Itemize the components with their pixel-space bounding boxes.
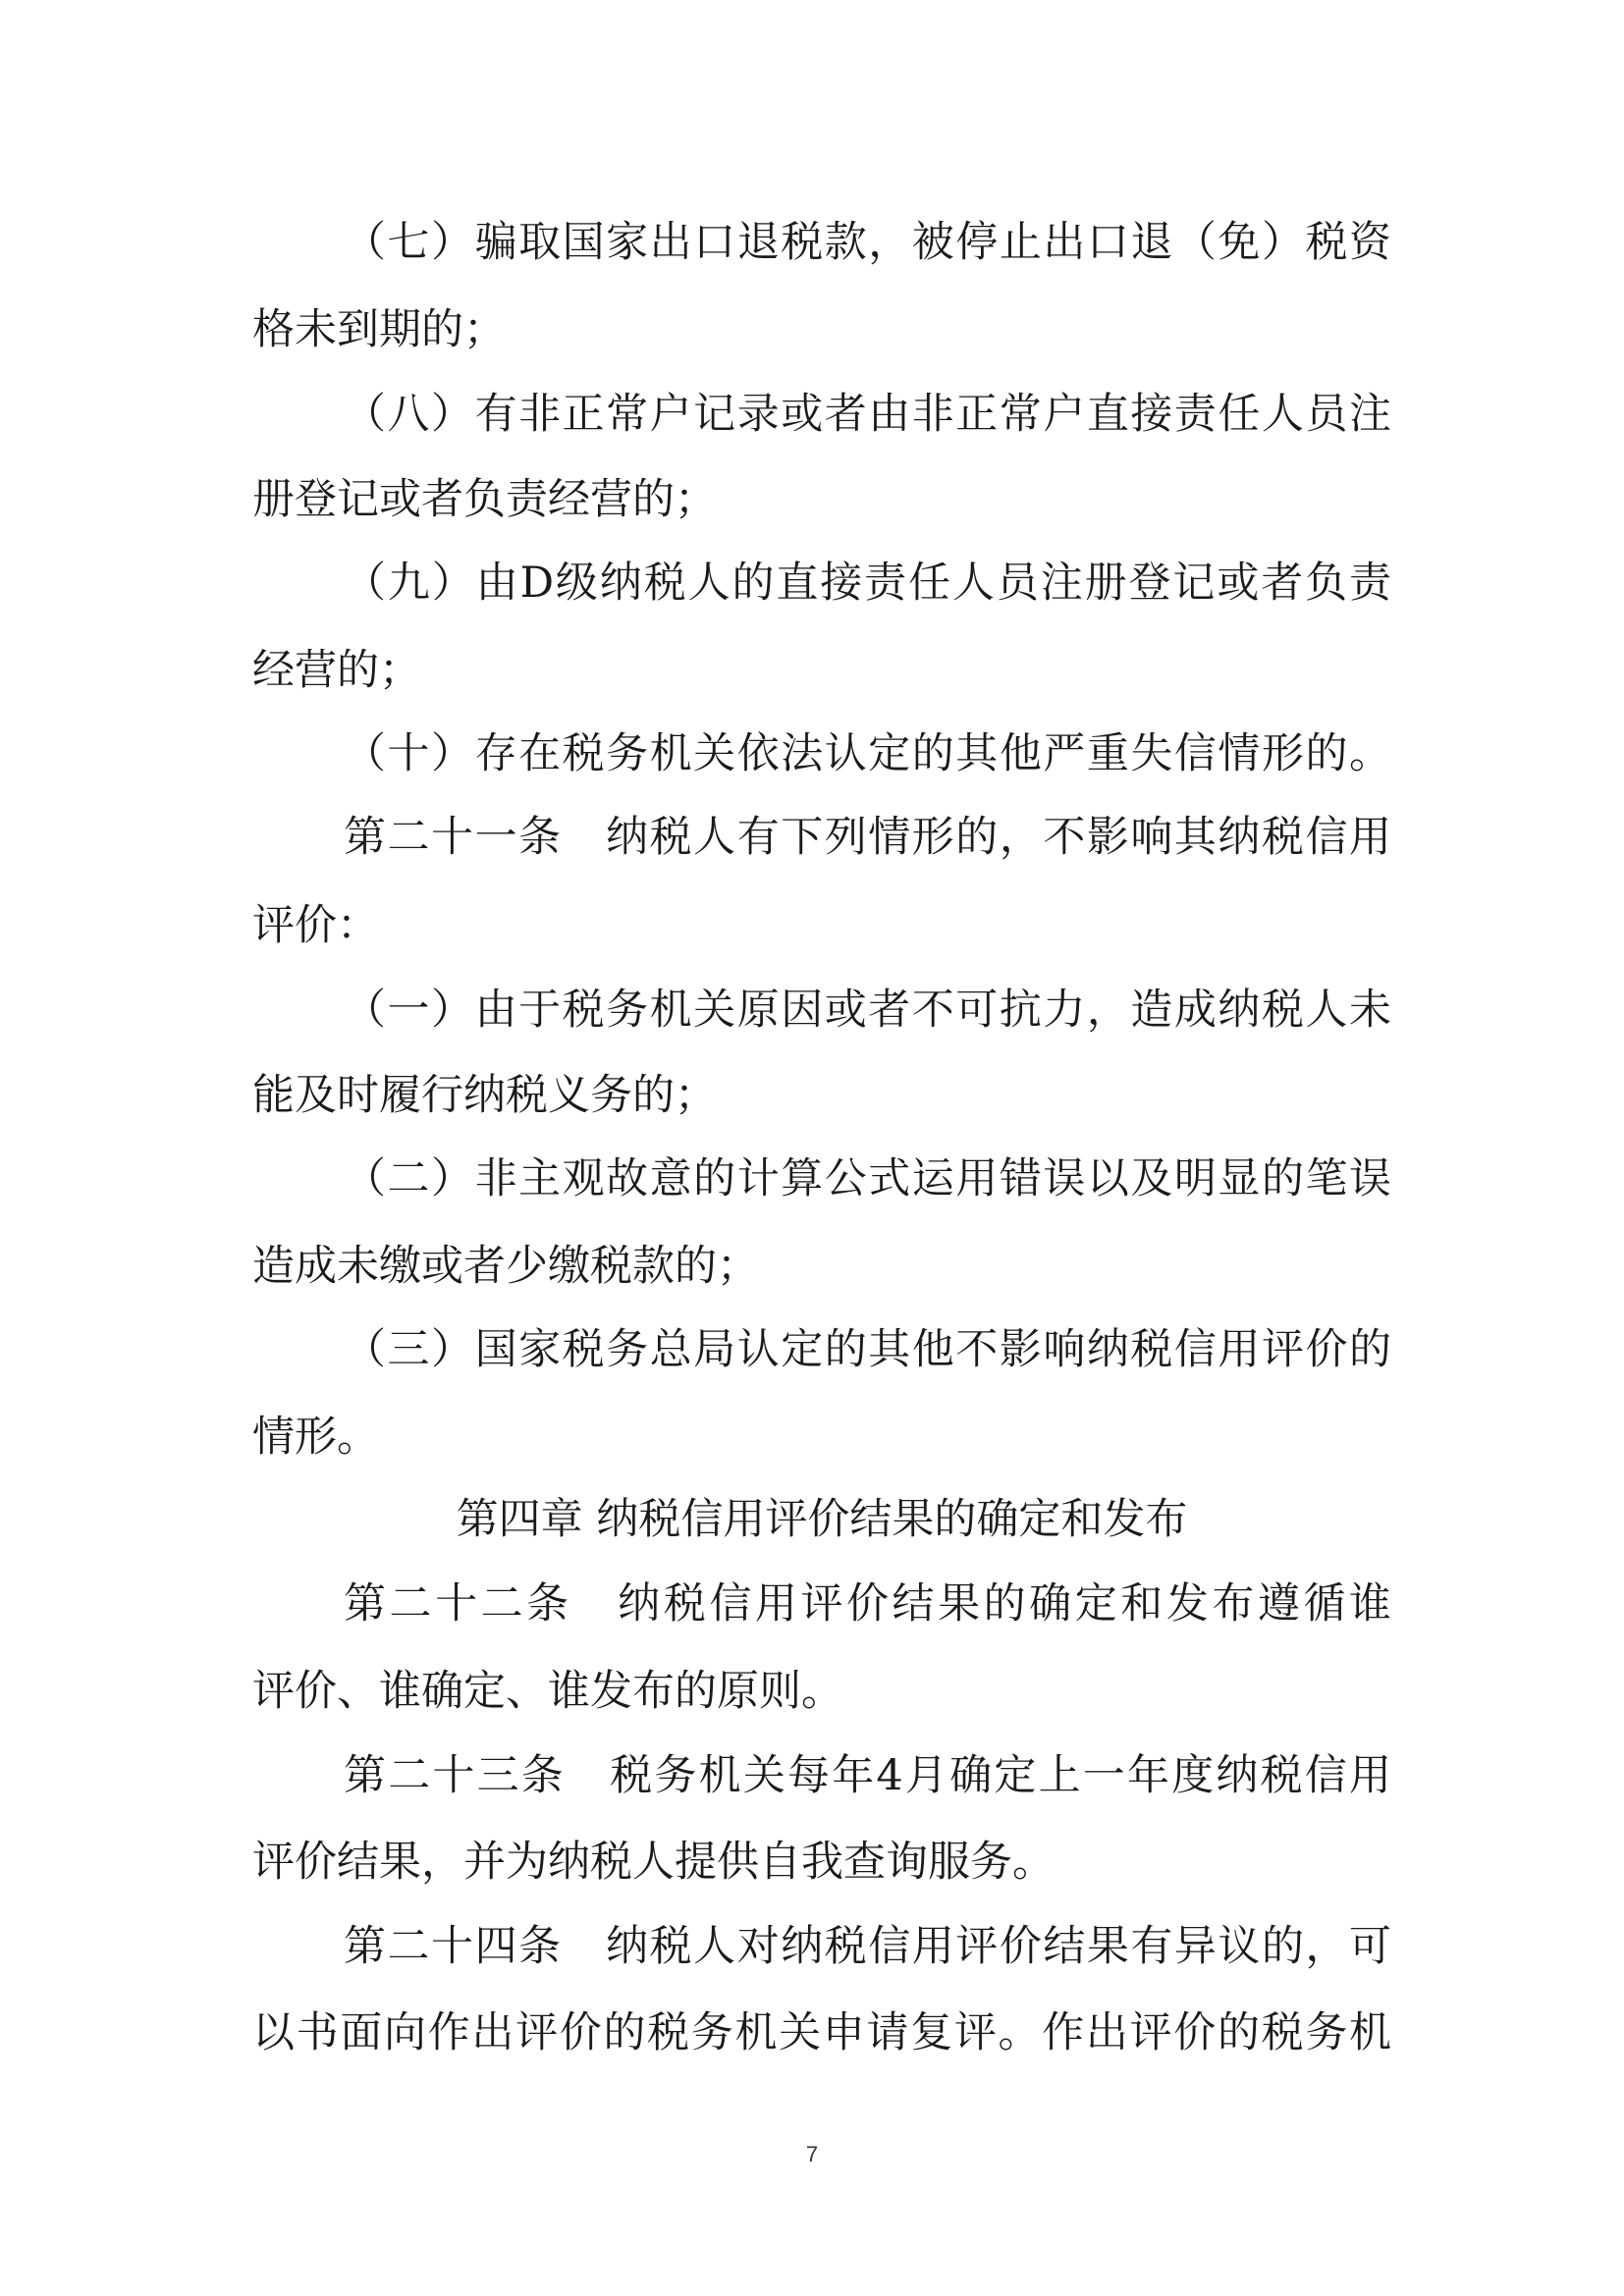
paragraph-line: 以书面向作出评价的税务机关申请复评。作出评价的税务机 — [252, 2008, 1391, 2057]
paragraph-line: （八）有非正常户记录或者由非正常户直接责任人员注 — [344, 390, 1391, 439]
paragraph-line: （一）由于税务机关原因或者不可抗力，造成纳税人未 — [344, 986, 1391, 1035]
paragraph-line: （十）存在税务机关依法认定的其他严重失信情形的。 — [344, 729, 1391, 778]
paragraph-line: 能及时履行纳税义务的； — [252, 1071, 717, 1120]
article-line: 第二十一条 纳税人有下列情形的，不影响其纳税信用 — [344, 813, 1391, 862]
paragraph-line: 评价结果，并为纳税人提供自我查询服务。 — [252, 1838, 1055, 1887]
article-line: 第二十三条 税务机关每年4月确定上一年度纳税信用 — [344, 1751, 1391, 1800]
paragraph-line: 评价、谁确定、谁发布的原则。 — [252, 1667, 843, 1716]
paragraph-line: （二）非主观故意的计算公式运用错误以及明显的笔误 — [344, 1154, 1391, 1203]
paragraph-line: 评价： — [252, 901, 379, 950]
paragraph-line: （七）骗取国家出口退税款，被停止出口退（免）税资 — [344, 218, 1391, 267]
chapter-heading: 第四章 纳税信用评价结果的确定和发布 — [456, 1495, 1188, 1544]
paragraph-line: 格未到期的； — [252, 305, 506, 354]
article-line: 第二十四条 纳税人对纳税信用评价结果有异议的，可 — [344, 1922, 1391, 1971]
paragraph-line: 造成未缴或者少缴税款的； — [252, 1242, 759, 1291]
article-line: 第二十二条 纳税信用评价结果的确定和发布遵循谁 — [344, 1579, 1391, 1629]
paragraph-line: 经营的； — [252, 646, 421, 695]
paragraph-line: （三）国家税务总局认定的其他不影响纳税信用评价的 — [344, 1325, 1391, 1374]
paragraph-line: 情形。 — [252, 1413, 379, 1462]
paragraph-line: 册登记或者负责经营的； — [252, 475, 717, 524]
paragraph-line: （九）由D级纳税人的直接责任人员注册登记或者负责 — [344, 559, 1391, 608]
page-number: 7 — [805, 2142, 819, 2166]
